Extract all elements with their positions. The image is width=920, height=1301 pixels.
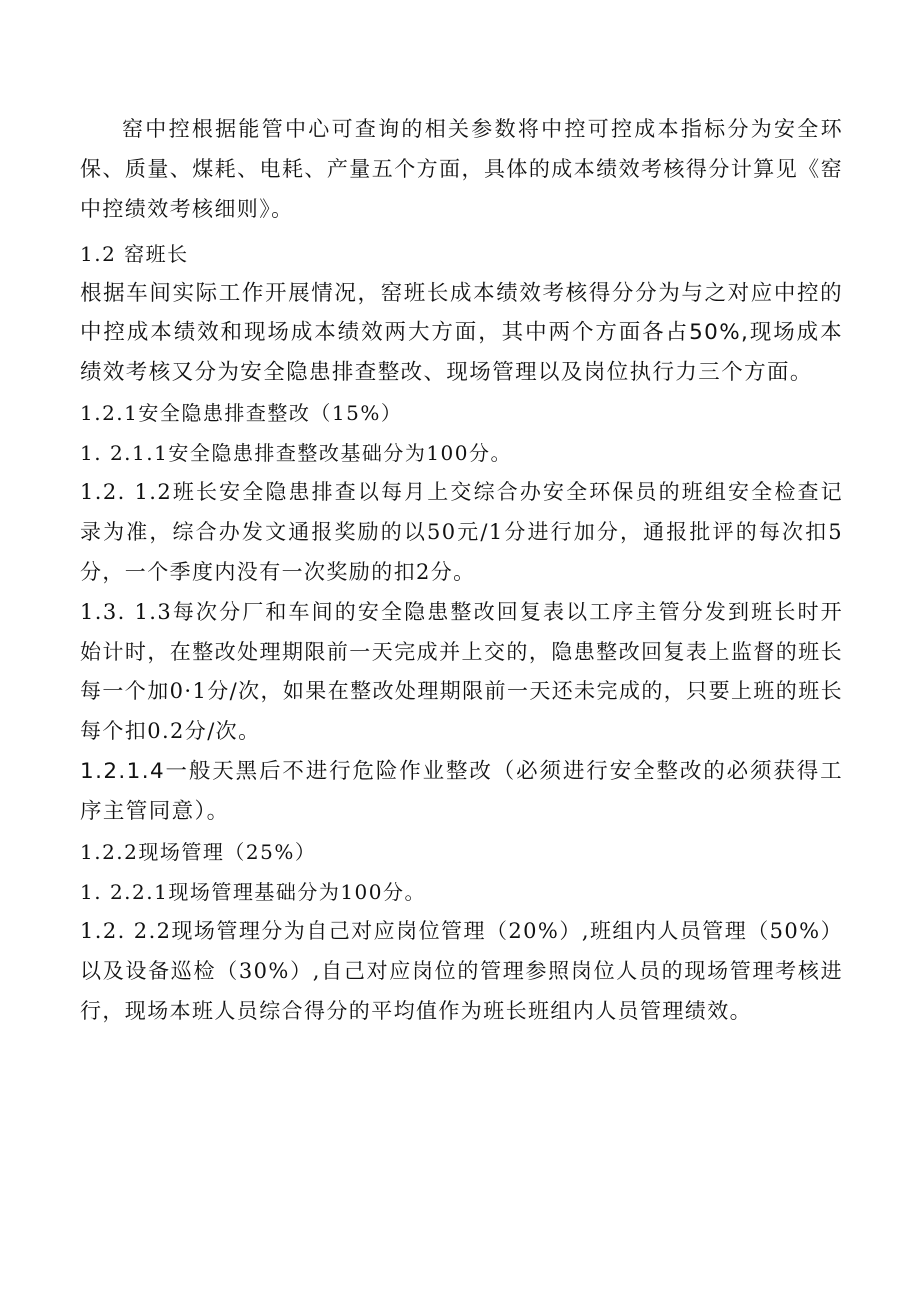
document-page	[80, 110, 843, 1031]
paragraph-1-2-2-2: 1.2. 2.2现场管理分为自己对应岗位管理（20%）,班组内人员管理（50%）以及设备巡检（30%）,自己对应岗位的管理参照岗位人员的现场管理考核进行，现场本班人员综合得分的平均值作为班长班组内人员管理绩效。	[80, 918, 843, 1023]
heading-1-2-kiln-shift-leader: 1.2 窑班长	[80, 241, 189, 266]
paragraph-shift-leader-overview: 根据车间实际工作开展情况，窑班长成本绩效考核得分分为与之对应中控的中控成本绩效和现场成本绩效两大方面，其中两个方面各占50%,现场成本绩效考核又分为安全隐患排查整改、现场管理以及岗位执行力三个方面。	[80, 280, 843, 386]
heading-1-2-2-site-management: 1.2.2现场管理（25%）	[80, 839, 317, 864]
paragraph-1-2-2-1: 1. 2.2.1现场管理基础分为100分。	[80, 879, 427, 904]
heading-1-2-1-safety-hazard: 1.2.1安全隐患排查整改（15%）	[80, 400, 403, 425]
paragraph-kiln-control-intro: 窑中控根据能管中心可查询的相关参数将中控可控成本指标分为安全环保、质量、煤耗、电耗、产量五个方面，具体的成本绩效考核得分计算见《窑中控绩效考核细则》。	[80, 117, 843, 221]
paragraph-1-2-1-2: 1.2. 1.2班长安全隐患排查以每月上交综合办安全环保员的班组安全检查记录为准，综合办发文通报奖励的以50元/1分进行加分，通报批评的每次扣5分，一个季度内没有一次奖励的扣2分。	[80, 479, 843, 584]
paragraph-1-2-1-1: 1. 2.1.1安全隐患排查整改基础分为100分。	[80, 440, 513, 465]
paragraph-1-3-1-3: 1.3. 1.3每次分厂和车间的安全隐患整改回复表以工序主管分发到班长时开始计时，在整改处理期限前一天完成并上交的，隐患整改回复表上监督的班长每一个加0·1分/次，如果在整改处理期限前一天还未完成的，只要上班的班长每个扣0.2分/次。	[80, 599, 843, 744]
paragraph-1-2-1-4: 1.2.1.4一般天黑后不进行危险作业整改（必须进行安全整改的必须获得工序主管同意）。	[80, 759, 843, 824]
